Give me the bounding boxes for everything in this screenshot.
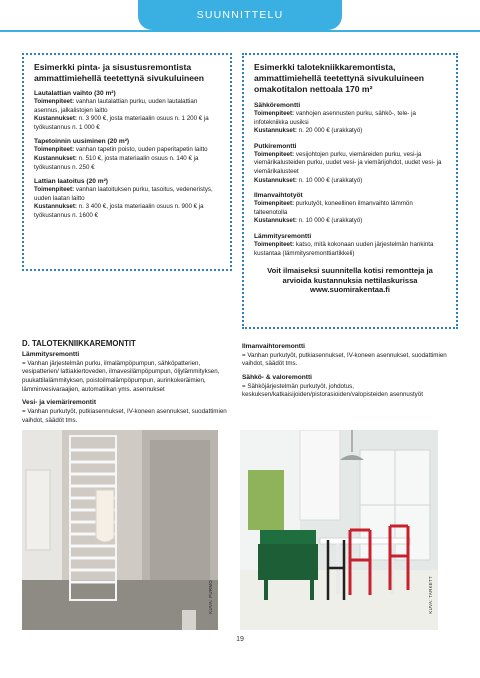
subsection-text: = Sähköjärjestelmän purkutyöt, johdotus, keskuksen/katkaisijoiden/pistorasioiden/valopisteiden asennustyöt xyxy=(242,382,423,399)
subsection-text: = Vanhan purkutyöt, putkiasennukset, IV-koneen asennukset, suodattimien vaihdot, säädöt tms. xyxy=(22,407,227,424)
example-section xyxy=(254,232,446,258)
measures-text: vanhojen asennusten purku, sähkö-, tele- ja infotekniikka uusiksi xyxy=(254,110,416,126)
subsection-heading: Ilmanvaihtoremontti xyxy=(242,343,306,350)
label: Kustannukset: xyxy=(34,154,77,162)
example-section xyxy=(34,137,220,172)
section-heading: Lattian laatoitus (20 m²) xyxy=(34,178,109,186)
header-band xyxy=(0,0,480,36)
example-section xyxy=(34,89,220,132)
costs-text: n. 10 000 € (urakkatyö) xyxy=(298,217,363,225)
label: Kustannukset: xyxy=(254,176,297,184)
label: Toimenpiteet: xyxy=(254,200,295,208)
costs-text: n. 3 400 €, josta materiaalin osuus n. 900 € ja työkustannus n. 1600 € xyxy=(34,203,204,219)
label: Toimenpiteet: xyxy=(34,98,75,105)
costs-text: n. 510 €, josta materiaalin osuus n. 140 € ja työkustannus n. 250 € xyxy=(34,154,199,171)
label: Toimenpiteet: xyxy=(34,186,75,194)
photo-credit: KUVA: TARKETT xyxy=(428,576,433,614)
bathroom-illustration xyxy=(22,430,218,630)
page-number: 19 xyxy=(236,636,244,643)
label: Toimenpiteet: xyxy=(34,146,75,154)
section-label: SUUNNITTELU xyxy=(196,9,284,21)
measures-text: vanhan lautalattian purku, uuden lautalattian asennus, jalkalistojen laitto xyxy=(34,98,198,114)
photo-credit: KUVA: PURMO xyxy=(208,580,213,614)
section-d-left-column xyxy=(22,339,236,425)
calculator-promo: Voit ilmaiseksi suunnitella kotisi remontteja ja arvioida kustannuksia nettilaskurissa www.suomirakentaa.fi xyxy=(267,266,433,295)
subsection-text: = Vanhan purkutyöt, putkiasennukset, IV-koneen asennukset, suodattimien vaihdot, säädöt tms. xyxy=(242,351,447,368)
section-heading: Sähköremontti xyxy=(254,102,301,109)
section-heading: Tapetoinnin uusiminen (20 m²) xyxy=(34,138,130,146)
example-section xyxy=(34,177,220,220)
label: Kustannukset: xyxy=(34,203,77,211)
measures-text: vanhan tapetin poisto, uuden paperitapetin laitto xyxy=(75,146,208,154)
label: Kustannukset: xyxy=(254,217,297,225)
label: Toimenpiteet: xyxy=(254,150,295,158)
box-title: Esimerkki talotekniikkaremontista, ammattimiehellä teetettynä sivukuluineen omakotitalon nettoala 170 m² xyxy=(254,62,425,94)
subsection-heading: Lämmitysremontti xyxy=(22,351,80,358)
bathroom-radiator-photo xyxy=(22,430,218,630)
measures-text: vesijohtojen purku, viemäreiden purku, vesi-ja viemärikalusteiden purku, uudet vesi- ja viemärijohdot, uudet vesi- ja viemärikalusteet xyxy=(254,150,442,175)
label: Kustannukset: xyxy=(34,115,77,123)
label: Kustannukset: xyxy=(254,127,297,135)
example-section xyxy=(254,191,446,226)
subsection-text: = Vanhan järjestelmän purku, ilmalämpöpumpun, sähköpatterien, vesipatterien/ lattiakiertoveden, ilmavesilämpöpumpun, öljylämmityksen, puukattilalämmityksen, poistoilmalämpöpumpun, aurinkokeräimien, lämminvesivaraajien, automatiikan yms. asennukset xyxy=(22,359,220,393)
header-rule xyxy=(0,30,480,32)
costs-text: n. 3 900 €, josta materiaalin osuus n. 1 200 € ja työkustannus n. 1 000 € xyxy=(34,115,209,131)
label: Toimenpiteet: xyxy=(254,240,295,248)
measures-text: vanhan laatoituksen purku, tasoitus, vedeneristys, uuden laatan laitto xyxy=(34,186,213,202)
box-title: Esimerkki pinta- ja sisustusremontista ammattimiehellä teetettynä sivukuluineen xyxy=(34,62,205,83)
section-heading: Ilmanvaihtotyöt xyxy=(254,192,303,200)
subsection-heading: Sähkö- & valoremontti xyxy=(242,373,312,381)
section-heading: Putkiremontti xyxy=(254,142,297,150)
subsection-heading: Vesi- ja viemäriremontit xyxy=(22,399,97,407)
example-section xyxy=(254,142,446,185)
technical-renovation-example-box xyxy=(242,53,458,329)
section-d-right-column xyxy=(242,343,458,400)
section-heading: Lämmitysremontti xyxy=(254,232,312,240)
section-tab xyxy=(138,0,342,30)
label: Toimenpiteet: xyxy=(254,110,295,117)
dining-illustration xyxy=(240,430,438,630)
measures-text: purkutyöt, koneellinen ilmanvaihto lämmön talteenotolla xyxy=(254,200,413,216)
costs-text: n. 10 000 € (urakkatyö) xyxy=(298,176,363,184)
example-section xyxy=(254,101,446,136)
surface-renovation-example-box xyxy=(22,53,232,271)
section-heading: Lautalattian vaihto (30 m²) xyxy=(34,90,116,97)
costs-text: n. 20 000 € (urakkatyö) xyxy=(298,127,363,135)
dining-room-photo xyxy=(240,430,438,630)
section-d-title: D. TALOTEKNIIKKAREMONTIT xyxy=(22,339,136,348)
measures-text: katso, mitä kokonaan uuden järjestelmän hankinta kustantaa (lämmitysremonttiartikkeli) xyxy=(254,240,434,257)
